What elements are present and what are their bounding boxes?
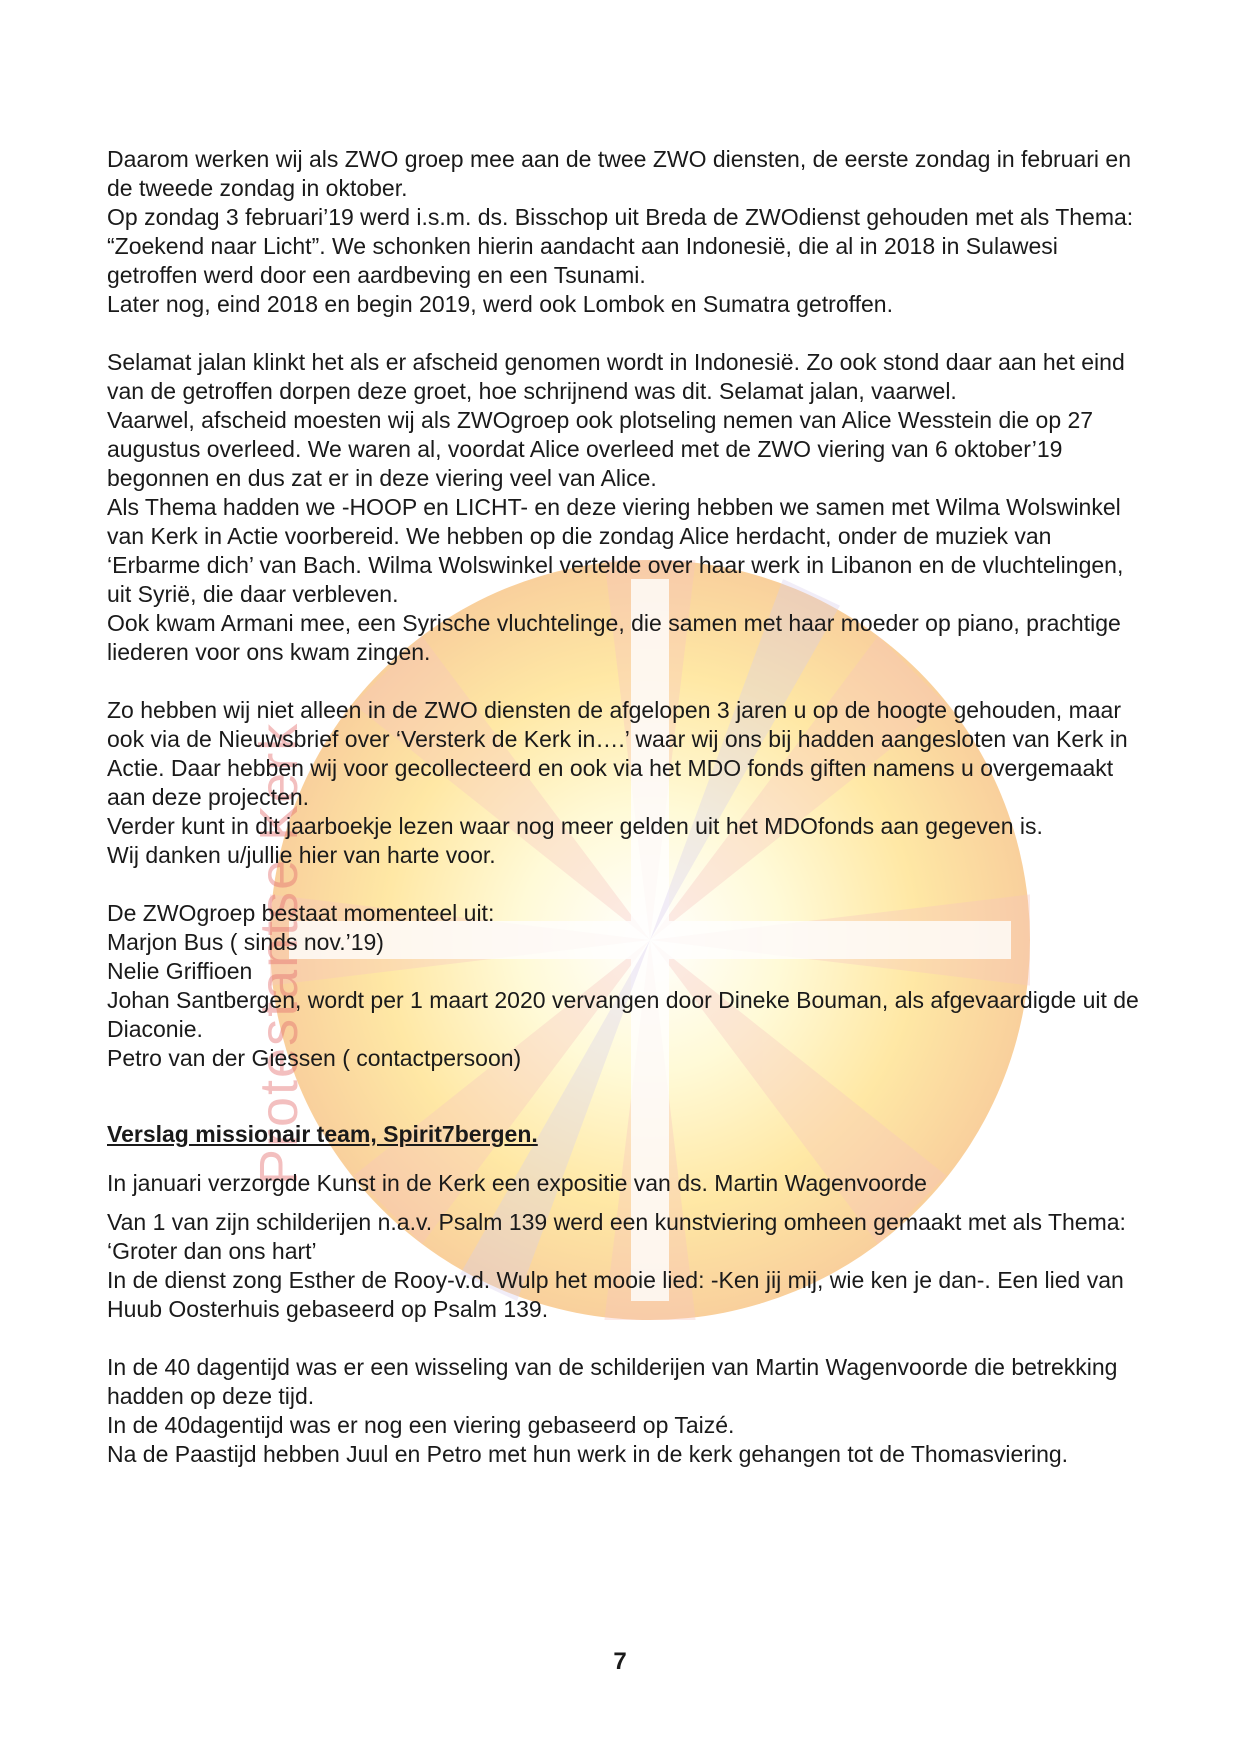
member-item: Petro van der Giessen ( contactpersoon) bbox=[107, 1045, 522, 1071]
paragraph: Als Thema hadden we -HOOP en LICHT- en deze viering hebben we samen met Wilma Wolswinkel van Kerk in Actie voorbereid. We hebben op die zondag Alice herdacht, onder de muziek van ‘Erbarme dich’ van Bach. Wilma Wolswinkel vertelde over haar werk in Libanon en de vluchtelingen, uit Syrië, die daar verbleven. bbox=[107, 494, 1124, 607]
member-item: Nelie Griffioen bbox=[107, 958, 253, 984]
paragraph: Ook kwam Armani mee, een Syrische vluchtelinge, die samen met haar moeder op piano, prachtige liederen voor ons kwam zingen. bbox=[107, 610, 1121, 665]
paragraph: In de dienst zong Esther de Rooy-v.d. Wulp het mooie lied: -Ken jij mij, wie ken je dan-. Een lied van Huub Oosterhuis gebaseerd op Psalm 139. bbox=[107, 1267, 1124, 1322]
members-intro: De ZWOgroep bestaat momenteel uit: bbox=[107, 900, 495, 926]
paragraph: In januari verzorgde Kunst in de Kerk een expositie van ds. Martin Wagenvoorde bbox=[107, 1170, 927, 1196]
paragraph: Daarom werken wij als ZWO groep mee aan de twee ZWO diensten, de eerste zondag in februari en de tweede zondag in oktober. bbox=[107, 146, 1131, 201]
section-heading: Verslag missionair team, Spirit7bergen. bbox=[107, 1121, 538, 1147]
paragraph: Op zondag 3 februari’19 werd i.s.m. ds. Bisschop uit Breda de ZWOdienst gehouden met als Thema: “Zoekend naar Licht”. We schonken hierin aandacht aan Indonesië, die al in 2018 in Sulawesi getroffen werd door een aardbeving en een Tsunami. bbox=[107, 204, 1134, 288]
paragraph: Selamat jalan klinkt het als er afscheid genomen wordt in Indonesië. Zo ook stond daar aan het eind van de getroffen dorpen deze groet, hoe schrijnend was dit. Selamat jalan, vaarwel. bbox=[107, 349, 1125, 404]
paragraph: In de 40dagentijd was er nog een viering gebaseerd op Taizé. bbox=[107, 1412, 735, 1438]
paragraph: Wij danken u/jullie hier van harte voor. bbox=[107, 842, 496, 868]
paragraph: In de 40 dagentijd was er een wisseling van de schilderijen van Martin Wagenvoorde die betrekking hadden op deze tijd. bbox=[107, 1354, 1118, 1409]
paragraph: Zo hebben wij niet alleen in de ZWO diensten de afgelopen 3 jaren u op de hoogte gehouden, maar ook via de Nieuwsbrief over ‘Versterk de Kerk in….’ waar wij ons bij hadden aangesloten van Kerk in Actie. Daar hebben wij voor gecollecteerd en ook via het MDO fonds giften namens u overgemaakt aan deze projecten. bbox=[107, 697, 1128, 810]
paragraph: Vaarwel, afscheid moesten wij als ZWOgroep ook plotseling nemen van Alice Wesstein die op 27 augustus overleed. We waren al, voordat Alice overleed met de ZWO viering van 6 oktober’19 begonnen en dus zat er in deze viering veel van Alice. bbox=[107, 407, 1094, 491]
church-name-watermark: Protestantse Kerk bbox=[249, 721, 309, 1185]
paragraph: Later nog, eind 2018 en begin 2019, werd ook Lombok en Sumatra getroffen. bbox=[107, 291, 893, 317]
member-item: Johan Santbergen, wordt per 1 maart 2020 vervangen door Dineke Bouman, als afgevaardigde uit de Diaconie. bbox=[107, 987, 1139, 1042]
member-item: Marjon Bus ( sinds nov.’19) bbox=[107, 929, 384, 955]
paragraph: Van 1 van zijn schilderijen n.a.v. Psalm 139 werd een kunstviering omheen gemaakt met als Thema: ‘Groter dan ons hart’ bbox=[107, 1209, 1126, 1264]
document-body bbox=[107, 145, 1147, 1469]
paragraph: Verder kunt in dit jaarboekje lezen waar nog meer gelden uit het MDOfonds aan gegeven is. bbox=[107, 813, 1043, 839]
page-number: 7 bbox=[613, 1648, 627, 1675]
paragraph: Na de Paastijd hebben Juul en Petro met hun werk in de kerk gehangen tot de Thomasviering. bbox=[107, 1441, 1069, 1467]
